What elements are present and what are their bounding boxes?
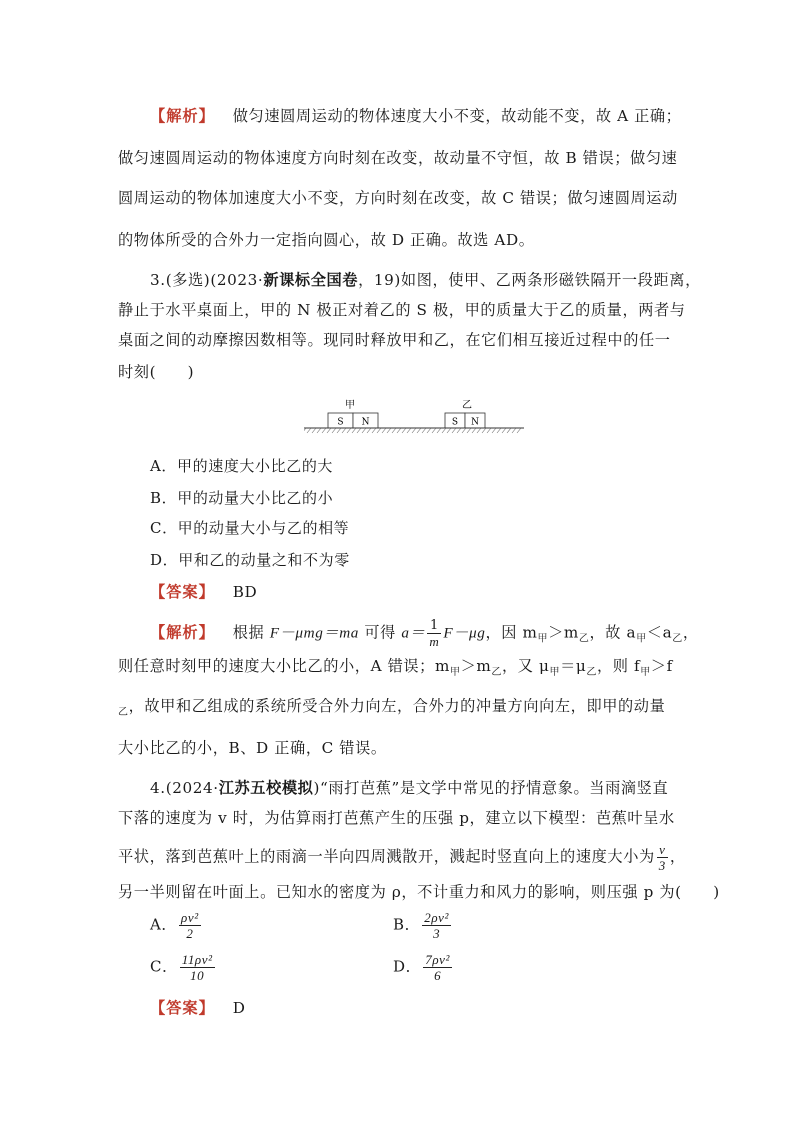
q4-stem3a: 平状，落到芭蕉叶上的雨滴一半向四周溅散开，溅起时竖直向上的速度大小为: [118, 847, 655, 866]
q2-analysis-line-1: [150, 106, 710, 126]
q4-stem-line-3: [118, 842, 686, 873]
q3-l2a: 则任意时刻甲的速度大小比乙的小，A 错误；m: [118, 657, 450, 675]
q3-frac: [427, 618, 441, 649]
q4-option-a: [150, 910, 203, 941]
q3-option-a: A．甲的速度大小比乙的大: [150, 457, 334, 475]
sub-jia: 甲: [537, 633, 549, 645]
q4-opt-a-den: 2: [186, 926, 194, 941]
q4-opt-c-frac: [180, 952, 215, 983]
q4-option-b: [393, 910, 453, 941]
label-jia: 甲: [345, 400, 355, 411]
label-yi: 乙: [462, 400, 472, 411]
sub-yi-2: 乙: [672, 633, 683, 645]
sub-yi-4: 乙: [586, 667, 597, 678]
q3-option-b: B．甲的动量大小比乙的小: [150, 489, 334, 507]
q3-prefix: 3.(多选)(2023·: [150, 271, 264, 289]
q3-l3: ，故甲和乙组成的系统所受合外力向左，合外力的冲量方向向左，即甲的动量: [128, 697, 666, 715]
q3-l2c: ，又 μ: [501, 657, 550, 675]
q4-opt-d-label: D．: [393, 957, 422, 976]
sub-yi-5: 乙: [118, 707, 129, 718]
table-surface: [304, 428, 524, 433]
q3-answer-line: [150, 582, 710, 602]
q3-a1-a: a＝: [401, 624, 426, 642]
q4-stem-rest: )“雨打芭蕉”是文学中常见的抒情意象。当雨滴竖直: [313, 779, 669, 797]
answer-tag: 【答案】: [150, 583, 215, 601]
q4-option-c: [150, 952, 217, 983]
q3-l2b: ＞m: [460, 657, 492, 675]
q4-opt-a-frac: [179, 910, 201, 941]
magnet-yi-n: N: [471, 417, 479, 428]
q3-option-c: C．甲的动量大小与乙的相等: [150, 519, 350, 537]
q3-stem-line-2: 静止于水平桌面上，甲的 N 极正对着乙的 S 极，甲的质量大于乙的质量，两者与: [118, 301, 686, 319]
q4-stem-line-4: 另一半则留在叶面上。已知水的密度为 ρ，不计重力和风力的影响，则压强 p 为( ): [118, 883, 720, 901]
q3-option-d: D．甲和乙的动量之和不为零: [150, 551, 350, 569]
q4-answer: D: [232, 999, 246, 1017]
q3-analysis-line-1: [150, 618, 699, 650]
q3-stem-line-4: 时刻( ): [118, 363, 195, 381]
q3-frac-den: m: [429, 634, 440, 649]
q3-stem-line-3: 桌面之间的动摩擦因数相等。现同时释放甲和乙，在它们相互接近过程中的任一: [118, 331, 671, 349]
q4-opt-d-frac: [423, 952, 452, 983]
q4-opt-c-num: 11ρv²: [181, 952, 213, 967]
q2-analysis-line-2: 做匀速圆周运动的物体速度方向时刻在改变，故动量不守恒，故 B 错误；做匀速: [118, 149, 678, 167]
q3-answer: BD: [232, 583, 258, 601]
q3-stem-line-1: [150, 270, 701, 290]
q4-opt-b-den: 3: [433, 926, 441, 941]
q3-a1-mid: 可得: [358, 623, 402, 642]
q4-frac-den: 3: [658, 858, 666, 873]
q3-a1-pre: 根据: [232, 623, 270, 642]
q4-opt-d-den: 6: [434, 968, 442, 983]
q3-lt: ＜a: [646, 623, 673, 642]
q4-stem-line-2: 下落的速度为 v 时，为估算雨打芭蕉产生的压强 p，建立以下模型：芭蕉叶呈水: [118, 809, 675, 827]
magnet-jia-n: N: [361, 417, 370, 428]
q3-a1-so: ，故 a: [589, 623, 637, 642]
q4-opt-c-label: C．: [150, 957, 178, 976]
sub-yi-3: 乙: [491, 667, 502, 678]
q4-opt-a-num: ρv²: [181, 910, 199, 925]
magnet-jia-s: S: [337, 417, 344, 428]
analysis-tag: 【解析】: [150, 107, 215, 125]
q4-opt-b-label: B．: [393, 915, 421, 934]
q3-analysis-line-2: [118, 656, 688, 683]
q3-a1-end: ，: [682, 623, 699, 642]
q3-source: 新课标全国卷: [263, 271, 359, 289]
q2-analysis-line-3: 圆周运动的物体加速度大小不变，方向时刻在改变，故 C 错误；做匀速圆周运动: [118, 189, 678, 207]
q4-stem3b: ，: [669, 847, 686, 866]
q4-opt-c-den: 10: [190, 968, 205, 983]
q4-v-over-3: [657, 842, 668, 873]
q3-a1-eq2: F－μg: [443, 624, 486, 642]
magnet-jia: [328, 413, 378, 428]
q4-opt-d-num: 7ρv²: [425, 952, 451, 967]
q4-opt-b-frac: [422, 910, 451, 941]
q3-a1-eq1: F－μmg＝ma: [269, 624, 359, 642]
sub-yi: 乙: [578, 633, 590, 645]
q4-stem-line-1: [150, 778, 678, 798]
q2-analysis-line-4: 的物体所受的合外力一定指向圆心，故 D 正确。故选 AD。: [118, 231, 535, 249]
q3-analysis-line-3: [118, 696, 678, 723]
q3-l2f: ＞f: [650, 657, 673, 675]
sub-jia-4: 甲: [549, 667, 561, 678]
sub-jia-5: 甲: [640, 667, 651, 678]
q4-source: 江苏五校模拟: [218, 779, 314, 797]
q3-analysis-line-4: 大小比乙的小，B、D 正确，C 错误。: [118, 739, 387, 757]
magnet-yi: [445, 413, 485, 428]
q3-a1-cond: ，因 m: [485, 623, 538, 642]
magnet-yi-s: S: [451, 417, 459, 428]
analysis-tag-2: 【解析】: [150, 623, 215, 642]
q4-opt-a-label: A．: [150, 915, 178, 934]
q3-frac-num: 1: [427, 618, 441, 634]
q4-opt-b-num: 2ρv²: [424, 910, 450, 925]
sub-jia-3: 甲: [449, 667, 461, 678]
q3-stem-rest: ，19)如图，使甲、乙两条形磁铁隔开一段距离，: [358, 271, 701, 289]
sub-jia-2: 甲: [636, 633, 647, 645]
magnets-figure: [304, 396, 526, 438]
q2-analysis-text-1: 做匀速圆周运动的物体速度大小不变，故动能不变，故 A 正确；: [232, 107, 682, 125]
q3-gt: ＞m: [548, 623, 579, 642]
q4-prefix: 4.(2024·: [150, 779, 219, 797]
q4-option-d: [393, 952, 454, 983]
answer-tag-2: 【答案】: [150, 999, 215, 1017]
q4-answer-line: [150, 998, 710, 1018]
q4-frac-num: v: [657, 842, 668, 858]
q3-l2e: ，则 f: [596, 657, 641, 675]
q3-l2d: ＝μ: [560, 657, 587, 675]
